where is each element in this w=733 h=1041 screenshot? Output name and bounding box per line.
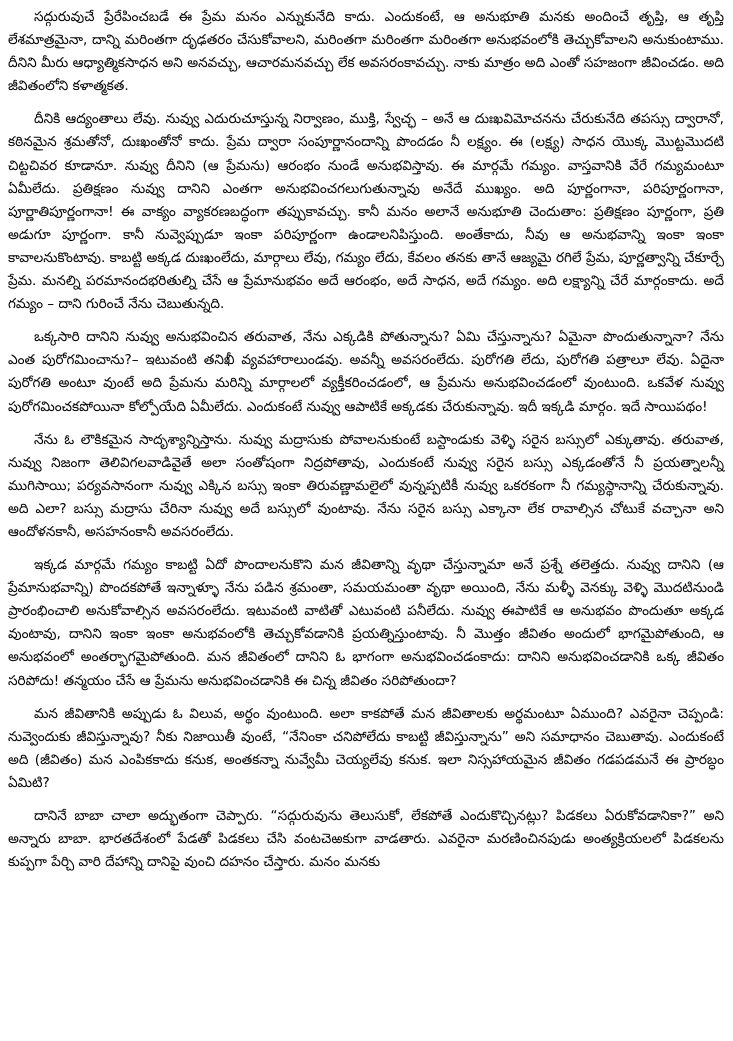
paragraph: ఇక్కడ మార్గమే గమ్యం కాబట్టి ఏదో పొందాలనుకొని మన జీవితాన్ని వృథా చేస్తున్నామా అనే ప్రశ్నే తలెత్తదు. నువ్వు దానిని (ఆ ప్రేమానుభవాన్ని) పొందకపోతే ఇన్నాళ్ళూ నేను పడిన శ్రమంతా, సమయమంతా వృథా అయింది, నేను మళ్ళీ వెనక్కు వెళ్ళి మొదటినుండి ప్రారంభించాలి అనుకోవాల్సిన అవసరంలేదు. ఇటువంటి వాటితో ఎటువంటి పనీలేదు. నువ్వు ఈపాటికే ఆ అనుభవం పొందుతూ అక్కడ వుంటావు, దానిని ఇంకా ఇంకా అనుభవంలోకి తెచ్చుకోవడానికి ప్రయత్నిస్తుంటావు. నీ మొత్తం జీవితం అందులో భాగమైపోతుంది, ఆ అనుభవంలో అంతర్భాగమైపోతుంది. మన జీవితంలో దానిని ఓ భాగంగా అనుభవించడంకాదు: దానిని అనుభవించడానికి ఒక్క జీవితం సరిపోదు! తన్మయం చేసే ఆ ప్రేమను అనుభవించడానికి ఈ చిన్న జీవితం సరిపోతుందా? bbox=[8, 557, 724, 689]
paragraph: దీనికి ఆద్యంతాలు లేవు. నువ్వు ఎదురుచూస్తున్న నిర్వాణం, ముక్తి, స్వేచ్ఛ – అనే ఆ దుఃఖవిమోచనను చేరుకునేది తపస్సు ద్వారానో, కఠినమైన శ్రమతోనో, దుఃఖంతోనో కాదు. ప్రేమ ద్వారా సంపూర్ణానందాన్ని పొందడం నీ లక్ష్యం. ఈ (లక్ష్య) సాధన యొక్క మొట్టమొదటి చిట్టచివర కూడానూ. నువ్వు దీనిని (ఆ ప్రేమను) ఆరంభం నుండే అనుభవిస్తావు. ఈ మార్గమే గమ్యం. వాస్తవానికి వేరే గమ్యమంటూ ఏమీలేదు. ప్రతిక్షణం నువ్వు దానిని ఎంతగా అనుభవించగలుగుతున్నావు అనేదే ముఖ్యం. అది పూర్ణంగానా, పరిపూర్ణంగానా, పూర్ణాతిపూర్ణంగానా! ఈ వాక్యం వ్యాకరణబద్ధంగా తప్పుకావచ్చు. కానీ మనం అలానే అనుభూతి చెందుతాం: ప్రతిక్షణం పూర్ణంగా, ప్రతి అడుగూ పూర్ణంగా. కానీ నువ్వెప్పుడూ ఇంకా పరిపూర్ణంగా ఉండాలనిపిస్తుంది. అంతేకాదు, నీవు ఆ అనుభవాన్ని ఇంకా ఇంకా కావాలనుకొంటావు. కాబట్టి అక్కడ దుఃఖంలేదు, మార్గాలు లేవు, గమ్యం లేదు, కేవలం తనకు తానే ఆజ్యమై రగిలే ప్రేమ, పూర్ణత్వాన్ని చేకూర్చే ప్రేమ. మనల్ని పరమానందభరితుల్ని చేసే ఆ ప్రేమానుభవం అదే ఆరంభం, అదే సాధన, అదే గమ్యం. అది లక్ష్యాన్ని చేరే మార్గంకాదు. అదే గమ్యం – దాని గురించే నేను చెబుతున్నది. bbox=[8, 111, 724, 313]
paragraph: సద్గురువుచే ప్రేరేపించబడే ఈ ప్రేమ మనం ఎన్నుకునేది కాదు. ఎందుకంటే, ఆ అనుభూతి మనకు అందించే తృప్తి, ఆ తృప్తి లేశమాత్రమైనా, దాన్ని మరింతగా దృఢతరం చేసుకోవాలని, మరింతగా మరింతగా మరింతగా అనుభవంలోకి తెచ్చుకోవాలని అనుకుంటాము. దీనిని మీరు ఆధ్యాత్మికసాధన అని అనవచ్చు, ఆచారమనవచ్చు లేక అవసరంకావచ్చు. నాకు మాత్రం అది ఎంతో సహజంగా జీవించడం. అది జీవితంలోని కళాత్మకత. bbox=[8, 9, 724, 95]
paragraph: నేను ఓ లౌకికమైన సాదృశ్యాన్నిస్తాను. నువ్వు మద్రాసుకు పోవాలనుకుంటే బస్టాండుకు వెళ్ళి సరైన బస్సులో ఎక్కుతావు. తరువాత, నువ్వు నిజంగా తెలివిగలవాడివైతే అలా సంతోషంగా నిద్రపోతావు, ఎందుకంటే నువ్వు సరైన బస్సు ఎక్కడంతోనే నీ ప్రయత్నాలన్నీ ముగిసాయి; పర్యవసానంగా నువ్వు ఎక్కిన బస్సు ఇంకా తిరువణ్ణామలైలో వున్నప్పటికీ నువ్వు ఒకరకంగా నీ గమ్యస్థానాన్ని చేరుకున్నావు. అది ఎలా? బస్సు మద్రాసు చేరినా నువ్వు అదే బస్సులో వుంటావు. నేను సరైన బస్సు ఎక్కానా లేక రావాల్సిన చోటుకే వచ్చానా అని ఆందోళనకానీ, అసహనంకానీ అవసరంలేదు. bbox=[8, 431, 724, 540]
paragraph: ఒక్కసారి దానిని నువ్వు అనుభవించిన తరువాత, నేను ఎక్కడికి పోతున్నాను? ఏమి చేస్తున్నాను? ఏమైనా పొందుతున్నానా? నేను ఎంత పురోగమించాను?– ఇటువంటి తనిఖీ వ్యవహారాలుండవు. అవన్నీ అవసరంలేదు. పురోగతి లేదు, పురోగతి పత్రాలూ లేవు. ఏదైనా పురోగతి అంటూ వుంటే అది ప్రేమను మరిన్ని మార్గాలలో వ్యక్తీకరించడంలో, ఆ ప్రేమను అనుభవించడంలో వుంటుంది. ఒకవేళ నువ్వు పురోగమించకపోయినా కోల్పోయేది ఏమీలేదు. ఎందుకంటే నువ్వు ఆపాటికే అక్కడకు చేరుకున్నావు. ఇదీ ఇక్కడి మార్గం. ఇదే సాయిపథం! bbox=[8, 329, 724, 415]
paragraph: మన జీవితానికి అప్పుడు ఓ విలువ, అర్థం వుంటుంది. అలా కాకపోతే మన జీవితాలకు అర్థమంటూ ఏముంది? ఎవరైనా చెప్పండి: నువ్వెందుకు జీవిస్తున్నావు? నీకు నిజాయితీ వుంటే, “నేనింకా చనిపోలేదు కాబట్టి జీవిస్తున్నాను” అని సమాధానం చెబుతావు. ఎందుకంటే అది (జీవితం) మన ఎంపికకాదు కనుక, అంతకన్నా నువ్వేమీ చెయ్యలేవు కనుక. ఇలా నిస్సహాయమైన జీవితం గడపడమనే ఈ ప్రారబ్ధం ఏమిటి? bbox=[8, 705, 724, 791]
paragraph: దానినే బాబా చాలా అద్భుతంగా చెప్పారు. “సద్గురువును తెలుసుకో, లేకపోతే ఎందుకొచ్చినట్లు? పిడకలు ఏరుకోవడానికా?” అని అన్నారు బాబా. భారతదేశంలో పేడతో పిడకలు చేసి వంటచెఱకుగా వాడతారు. ఎవరైనా మరణించినపుడు అంత్యక్రియలలో పిడకలను కుప్పగా పేర్చి వారి దేహాన్ని దానిపై వుంచి దహనం చేస్తారు. మనం మనకు bbox=[8, 808, 724, 871]
